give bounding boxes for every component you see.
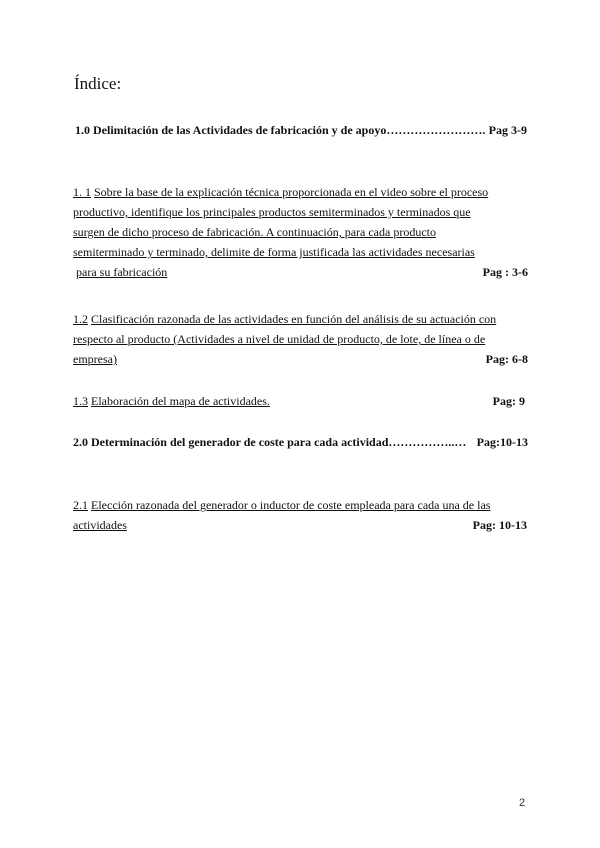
entry-number: 1. 1 [73,185,91,199]
section-pages: Pag 3-9 [488,123,527,137]
entry-text-line: Elaboración del mapa de actividades. [91,394,270,408]
entry-number: 1.3 [73,394,88,408]
dot-leader: ……………..… [388,435,467,449]
entry-pages: Pag: 10-13 [472,518,527,532]
toc-section-2-0 [73,432,528,452]
section-pages: Pag:10-13 [476,435,528,449]
entry-text-line: Sobre la base de la explicación técnica proporcionada en el video sobre el proceso [94,185,489,199]
entry-number: 1.2 [73,312,88,326]
toc-entry-1-3 [73,391,528,411]
toc-entry-2-1 [73,495,528,535]
section-heading: 1.0 Delimitación de las Actividades de fabricación y de apoyo [75,123,387,137]
entry-text-line: respecto al producto (Actividades a nivel de unidad de producto, de lote, de línea o de [73,332,486,346]
entry-text-line: Elección razonada del generador o inductor de coste empleada para cada una de las [91,498,491,512]
page-number: 2 [519,797,526,809]
section-heading: 2.0 Determinación del generador de coste para cada actividad [73,435,389,449]
entry-pages: Pag: 9 [492,394,525,408]
entry-text-line: actividades [73,518,127,532]
toc-section-1-0 [75,120,527,140]
entry-number: 2.1 [73,498,88,512]
entry-text-line: Clasificación razonada de las actividades en función del análisis de su actuación con [91,312,497,326]
index-title: Índice: [74,74,122,93]
entry-text-line: productivo, identifique los principales productos semiterminados y terminados que [73,205,471,219]
entry-text-line: empresa) [73,352,117,366]
entry-pages: Pag: 6-8 [485,352,528,366]
entry-text-line: surgen de dicho proceso de fabricación. A continuación, para cada producto [73,225,436,239]
toc-entry-1-2 [73,309,528,369]
entry-pages: Pag : 3-6 [482,265,528,279]
entry-text-line: semiterminado y terminado, delimite de forma justificada las actividades necesarias [73,245,475,259]
toc-entry-1-1 [73,182,528,282]
dot-leader: ……………………. [386,123,486,137]
entry-text-line: para su fabricación [76,265,168,279]
